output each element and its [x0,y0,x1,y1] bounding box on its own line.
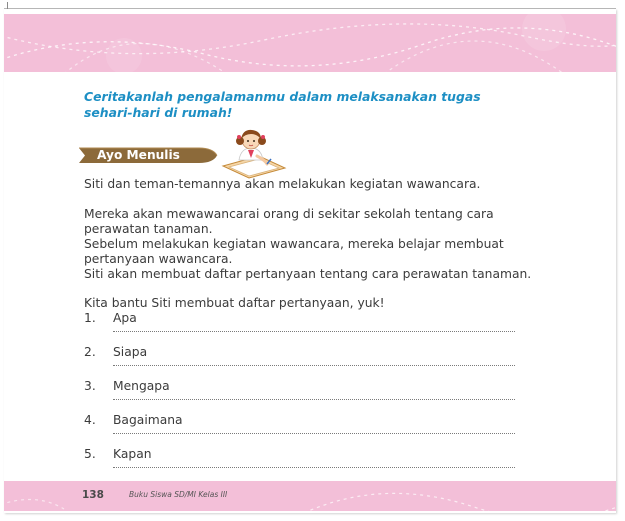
section-label: Ayo Menulis [97,148,180,162]
book-title: Buku Siswa SD/MI Kelas III [129,490,228,499]
answer-line[interactable] [113,433,515,434]
paragraph-1: Siti dan teman-temannya akan melakukan kegiatan wawancara. [84,177,481,191]
paragraph-2: Mereka akan mewawancarai orang di sekitar sekolah tentang cara perawatan tanaman. [84,207,494,236]
question-word: Mengapa [113,379,170,393]
question-word: Apa [113,311,137,325]
question-item-apa [84,311,524,345]
question-number: 4. [84,413,96,427]
question-word: Kapan [113,447,152,461]
header-dotted-pattern [4,14,616,72]
header-band [4,14,616,72]
intro-prompt: Ceritakanlah pengalamanmu dalam melaksanakan tugas sehari-hari di rumah! [84,89,481,120]
question-number: 3. [84,379,96,393]
girl-writing-icon [215,126,289,180]
question-item-mengapa [84,379,524,413]
question-item-bagaimana [84,413,524,447]
section-ribbon [79,145,221,166]
question-number: 1. [84,311,96,325]
question-item-siapa [84,345,524,379]
answer-line[interactable] [113,467,515,468]
answer-line[interactable] [113,331,515,332]
textbook-page [4,9,616,513]
answer-line[interactable] [113,399,515,400]
question-number: 5. [84,447,96,461]
question-item-kapan [84,447,524,481]
question-number: 2. [84,345,96,359]
paragraph-4: Siti akan membuat daftar pertanyaan tentang cara perawatan tanaman. [84,267,532,281]
paragraph-3: Sebelum melakukan kegiatan wawancara, mereka belajar membuat pertanyaan wawancara. [84,237,504,266]
answer-line[interactable] [113,365,515,366]
page-number: 138 [82,489,104,501]
footer-band [4,481,616,511]
question-word: Bagaimana [113,413,183,427]
paragraph-5: Kita bantu Siti membuat daftar pertanyaan, yuk! [84,296,385,310]
question-word: Siapa [113,345,148,359]
